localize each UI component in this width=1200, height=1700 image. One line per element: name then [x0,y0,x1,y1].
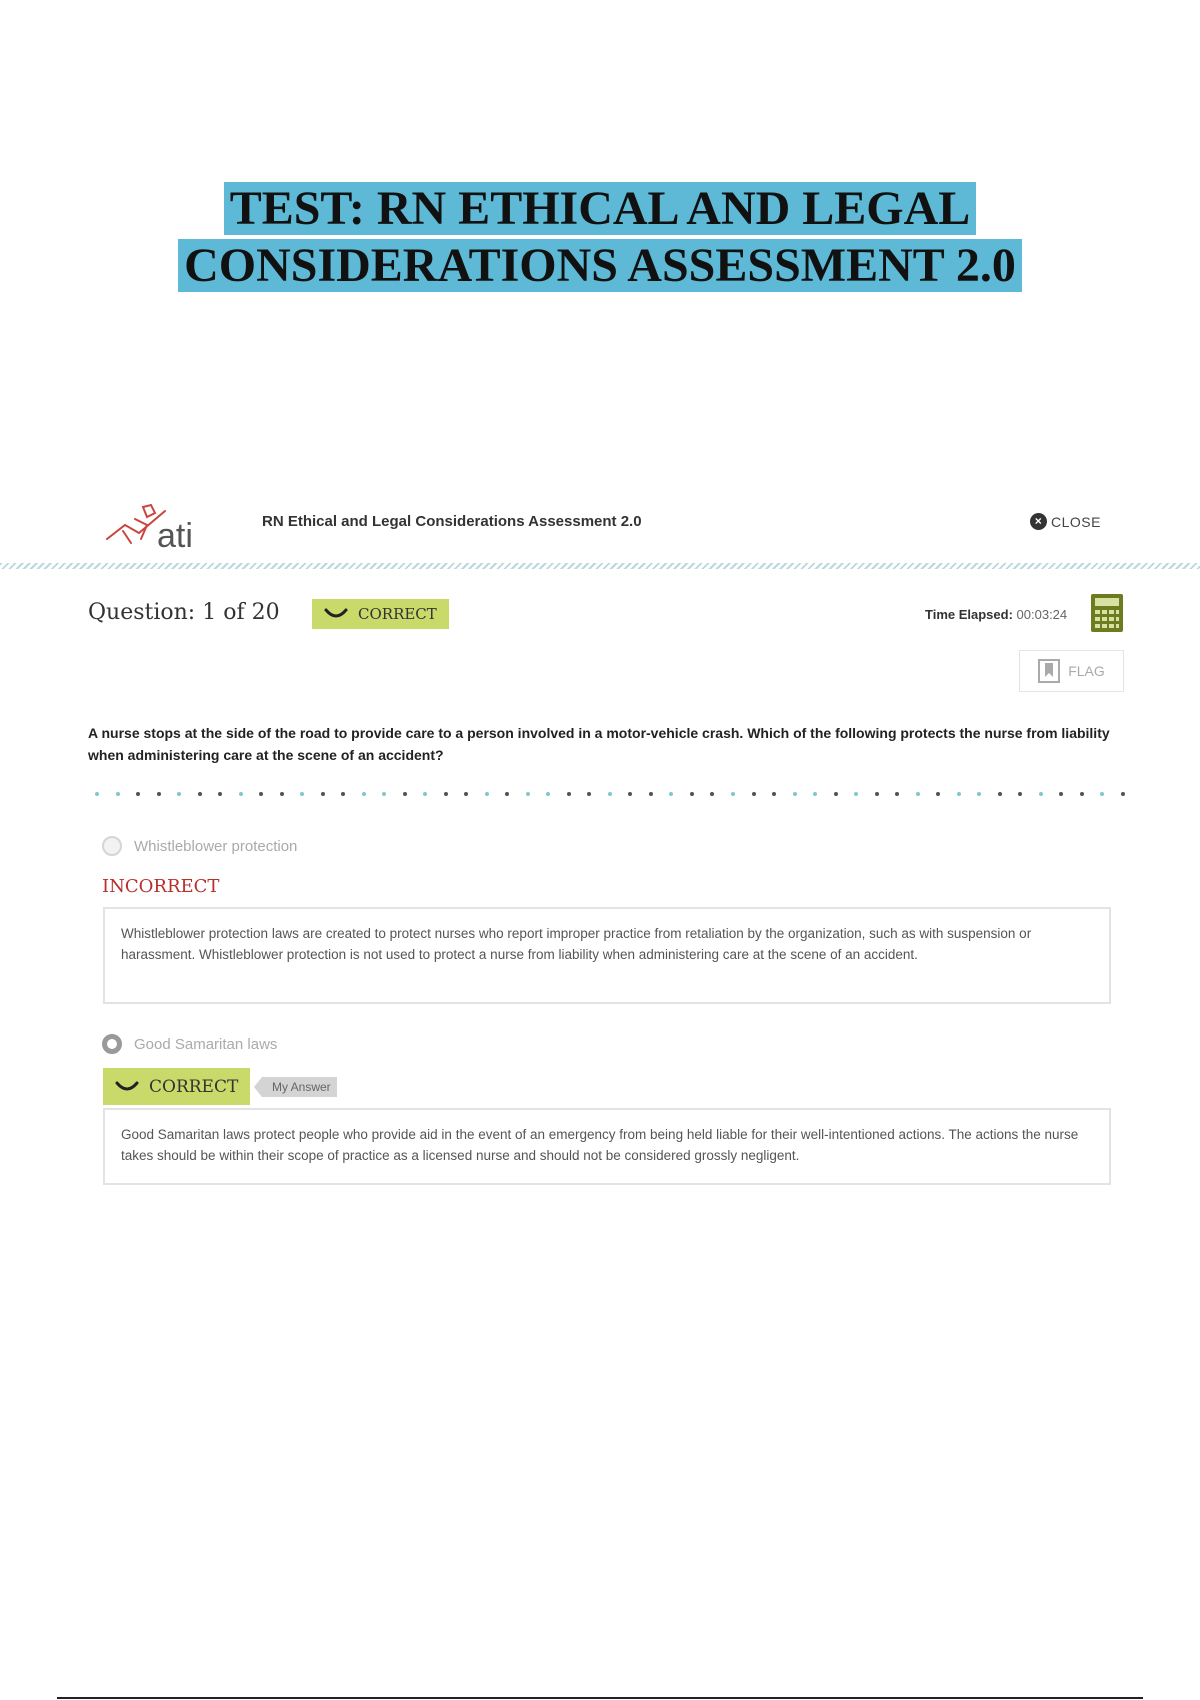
divider-dot [546,792,550,796]
assessment-title: RN Ethical and Legal Considerations Assessment 2.0 [262,513,642,530]
divider-dot [690,792,694,796]
bookmark-icon [1038,659,1060,683]
option-label: Whistleblower protection [134,837,298,855]
smile-icon [324,608,348,620]
divider-dot [1100,792,1104,796]
divider-dot [567,792,571,796]
divider-dot [239,792,243,796]
divider-dot [1018,792,1022,796]
document-title-line-1: TEST: RN ETHICAL AND LEGAL [224,182,977,235]
status-correct-label: CORRECT [149,1076,239,1097]
divider-dot [834,792,838,796]
divider-dot [731,792,735,796]
divider-dot [280,792,284,796]
divider-dot [300,792,304,796]
result-badge-label: CORRECT [358,605,437,623]
flag-button[interactable] [1019,650,1124,692]
divider-dot [854,792,858,796]
flag-label: FLAG [1068,663,1105,679]
option-good-samaritan[interactable] [102,1034,277,1054]
divider-dot [608,792,612,796]
ati-logo [105,495,215,555]
dot-divider [95,790,1125,798]
divider-dot [1080,792,1084,796]
divider-dot [485,792,489,796]
divider-dot [464,792,468,796]
divider-dot [793,792,797,796]
divider-dot [157,792,161,796]
divider-dot [136,792,140,796]
option-whistleblower[interactable] [102,836,297,856]
divider-dot [669,792,673,796]
option-radio[interactable] [102,836,122,856]
divider-dot [218,792,222,796]
divider-dot [1039,792,1043,796]
divider-dot [1121,792,1125,796]
divider-dot [198,792,202,796]
question-bar [88,595,1128,635]
divider-dot [259,792,263,796]
divider-dot [977,792,981,796]
divider-dot [116,792,120,796]
divider-dot [403,792,407,796]
my-answer-tag: My Answer [262,1077,337,1097]
divider-dot [813,792,817,796]
divider-dot [895,792,899,796]
close-button[interactable] [1030,513,1101,530]
divider-dot [444,792,448,796]
question-counter: Question: 1 of 20 [88,600,280,625]
divider-dot [936,792,940,796]
ati-logo-icon [105,495,215,555]
time-elapsed [925,607,1067,622]
divider-dot [998,792,1002,796]
document-title-line-2: CONSIDERATIONS ASSESSMENT 2.0 [178,239,1022,292]
status-incorrect: INCORRECT [102,876,220,897]
divider-dot [710,792,714,796]
option-label: Good Samaritan laws [134,1035,278,1053]
option-radio-selected[interactable] [102,1034,122,1054]
divider-dot [772,792,776,796]
divider-dot [177,792,181,796]
divider-dot [587,792,591,796]
status-correct [103,1068,250,1105]
rationale-box: Good Samaritan laws protect people who provide aid in the event of an emergency from being held liable for their well-intentioned actions. The actions the nurse takes should be within their scope of practice as a licensed nurse and should not be considered grossly negligent. [103,1108,1111,1185]
divider-dot [321,792,325,796]
result-badge [312,599,449,629]
divider-dot [957,792,961,796]
divider-dot [505,792,509,796]
divider-dot [526,792,530,796]
divider-dot [95,792,99,796]
divider-dot [362,792,366,796]
divider-dot [341,792,345,796]
footer-divider [57,1697,1143,1699]
divider-dot [382,792,386,796]
app-header [0,495,1200,565]
divider-dot [752,792,756,796]
divider-dot [423,792,427,796]
divider-dot [628,792,632,796]
divider-dot [649,792,653,796]
rationale-box: Whistleblower protection laws are created to protect nurses who report improper practice from retaliation by the organization, such as with suspension or harassment. Whistleblower protection is not used to protect a nurse from liability when administering care at the scene of an accident. [103,907,1111,1004]
document-title [0,180,1200,294]
close-icon: × [1030,513,1047,530]
time-elapsed-value: 00:03:24 [1016,607,1068,622]
divider-dot [875,792,879,796]
calculator-icon[interactable] [1090,593,1124,633]
question-text: A nurse stops at the side of the road to provide care to a person involved in a motor-vehicle crash. Which of the following protects the nurse from liability when administering care at the scene of an accident? [88,725,1110,763]
logo-text: ati [157,517,193,555]
divider-dot [916,792,920,796]
close-label: CLOSE [1051,513,1101,530]
divider-dot [1059,792,1063,796]
smile-icon [115,1081,139,1093]
header-divider [0,563,1200,569]
time-elapsed-label: Time Elapsed: [925,607,1013,622]
